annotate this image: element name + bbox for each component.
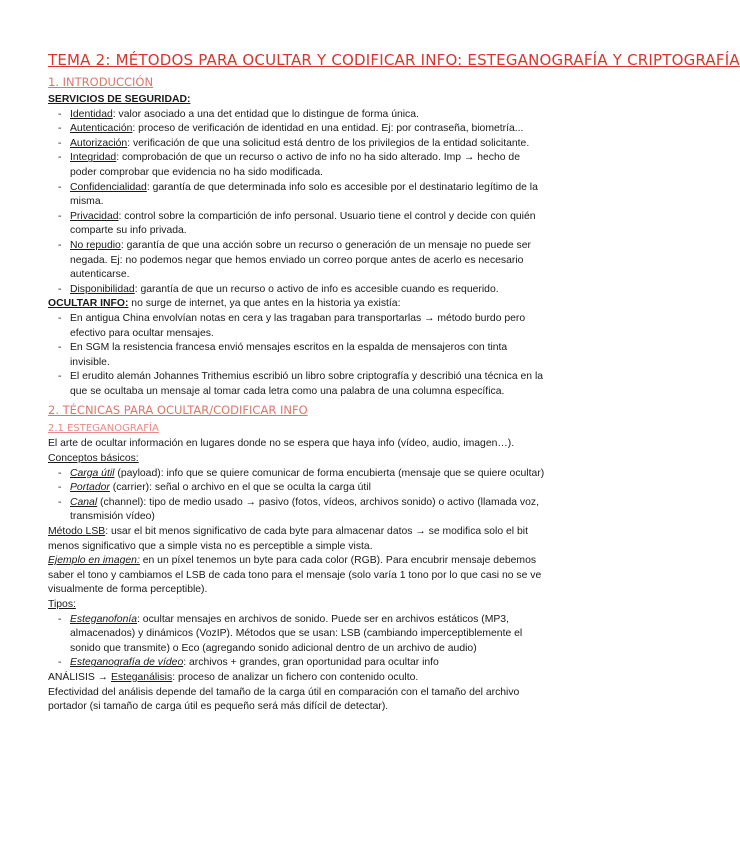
term: Confidencialidad <box>70 181 147 193</box>
ocultar-list <box>48 312 548 400</box>
analisis-prefix: ANÁLISIS → <box>48 671 111 683</box>
term: Integridad <box>70 152 117 164</box>
term: Canal <box>70 496 98 508</box>
term: Identidad <box>70 108 113 120</box>
section-heading-tecnicas: 2. TÉCNICAS PARA OCULTAR/CODIFICAR INFO <box>48 403 308 418</box>
list-item: - En antigua China envolvían notas en cera y las tragaban para transportarlas → método burdo pero efectivo para ocultar mensajes. <box>70 312 548 341</box>
definition: (payload): info que se quiere comunicar de forma encubierta (mensaje que se quiere ocultar) <box>114 467 545 479</box>
term: Esteganofonía <box>70 613 138 625</box>
definition: : verificación de que una solicitud está dentro de los privilegios de la entidad solicitante. <box>127 137 530 149</box>
term: No repudio <box>70 239 121 251</box>
ejemplo-text: en un píxel tenemos un byte para cada color (RGB). Para encubrir mensaje debemos saber el tono y cambiamos el LSB de cada tono para el mensaje (solo varía 1 tono por lo que casi no se ve visualmente de forma perceptible). <box>48 555 542 596</box>
tipos-list <box>48 613 548 671</box>
lsb-term: Método LSB <box>48 526 106 538</box>
definition: : garantía de que determinada info solo es accesible por el destinatario legítimo de la misma. <box>70 181 538 208</box>
ocultar-heading: OCULTAR INFO: <box>48 298 129 310</box>
list-item <box>70 467 548 482</box>
term: Privacidad <box>70 210 119 222</box>
conceptos-heading: Conceptos básicos: <box>48 453 139 465</box>
subsection-heading-esteganografia: 2.1 ESTEGANOGRAFÍA <box>48 423 159 435</box>
term: Autorización <box>70 137 128 149</box>
section-heading-intro: 1. INTRODUCCIÓN <box>48 75 154 89</box>
servicios-list <box>48 108 548 298</box>
list-item <box>70 181 548 210</box>
conceptos-list <box>48 467 548 525</box>
lsb-text: : usar el bit menos significativo de cada byte para almacenar datos → se modifica solo el bit menos significativo que a simple vista no es perceptible a simple vista. <box>48 526 528 552</box>
term: Disponibilidad <box>70 283 135 295</box>
list-item <box>70 656 548 671</box>
definition: : ocultar mensajes en archivos de sonido. Puede ser en archivos estáticos (MP3, almacenados) y dinámicos (VozIP). Métodos que se usan: LSB (cambiando imperceptiblemente el sonido que transmite) o Eco (agregando sonido adicional dentro de un archivo de audio) <box>70 613 523 654</box>
definition: : archivos + grandes, gran oportunidad para ocultar info <box>183 657 439 669</box>
term: Carga útil <box>70 467 115 479</box>
definition: (carrier): señal o archivo en el que se oculta la carga útil <box>109 482 371 494</box>
list-item <box>70 108 548 123</box>
list-item <box>70 239 548 283</box>
term: Autenticación <box>70 123 133 135</box>
ejemplo-term: Ejemplo en imagen: <box>48 555 140 567</box>
definition: : garantía de que un recurso o activo de info es accesible cuando es requerido. <box>134 283 499 295</box>
servicios-heading: SERVICIOS DE SEGURIDAD: <box>48 94 191 105</box>
term: Esteganografía de vídeo <box>70 657 184 669</box>
analisis-term: Esteganálisis <box>110 671 173 683</box>
page-title: TEMA 2: MÉTODOS PARA OCULTAR Y CODIFICAR INFO: ESTEGANOGRAFÍA Y CRIPTOGRAFÍA <box>48 51 740 69</box>
lsb-paragraph <box>48 525 548 554</box>
tipos-heading: Tipos: <box>48 599 76 610</box>
esteganografia-intro: El arte de ocultar información en lugares donde no se espera que haya info (vídeo, audio, imagen…). <box>48 438 515 450</box>
ejemplo-paragraph <box>48 554 548 598</box>
definition: : proceso de verificación de identidad en una entidad. Ej: por contraseña, biometría... <box>132 123 524 135</box>
list-item <box>70 137 548 152</box>
list-item: - En SGM la resistencia francesa envió mensajes escritos en la espalda de mensajeros con tinta invisible. <box>70 341 548 370</box>
efectividad-paragraph: Efectividad del análisis depende del tamaño de la carga útil en comparación con el tamaño del archivo portador (si tamaño de carga útil es pequeño será más difícil de detectar). <box>48 686 520 713</box>
list-item <box>70 122 548 137</box>
list-item: - El erudito alemán Johannes Trithemius escribió un libro sobre criptografía y describió una técnica en la que se ocultaba un mensaje al tomar cada letra como una palabra de una columna específica. <box>70 370 548 399</box>
ocultar-paragraph <box>48 297 548 312</box>
definition: : comprobación de que un recurso o activo de info no ha sido alterado. Imp → hecho de poder comprobar que evidencia no ha sido modificada. <box>70 152 520 178</box>
analisis-text: : proceso de analizar un fichero con contenido oculto. <box>172 671 419 683</box>
definition: : garantía de que una acción sobre un recurso o generación de un mensaje no puede ser negada. Ej: no podemos negar que hemos enviado un correo porque antes de acerlo es necesario autenticarse. <box>70 239 531 281</box>
list-item <box>70 496 548 525</box>
definition: (channel): tipo de medio usado → pasivo (fotos, vídeos, archivos sonido) o activo (llamada voz, transmisión vídeo) <box>70 496 539 523</box>
list-item <box>70 210 548 239</box>
definition: : valor asociado a una det entidad que lo distingue de forma única. <box>112 108 419 120</box>
definition: : control sobre la compartición de info personal. Usuario tiene el control y decide con quién comparte su info privada. <box>70 210 536 237</box>
analisis-paragraph <box>48 671 548 686</box>
list-item <box>70 481 548 496</box>
list-item <box>70 613 548 657</box>
list-item <box>70 151 548 180</box>
list-item <box>70 283 548 298</box>
term: Portador <box>70 482 110 494</box>
ocultar-text: no surge de internet, ya que antes en la historia ya existía: <box>128 298 401 310</box>
